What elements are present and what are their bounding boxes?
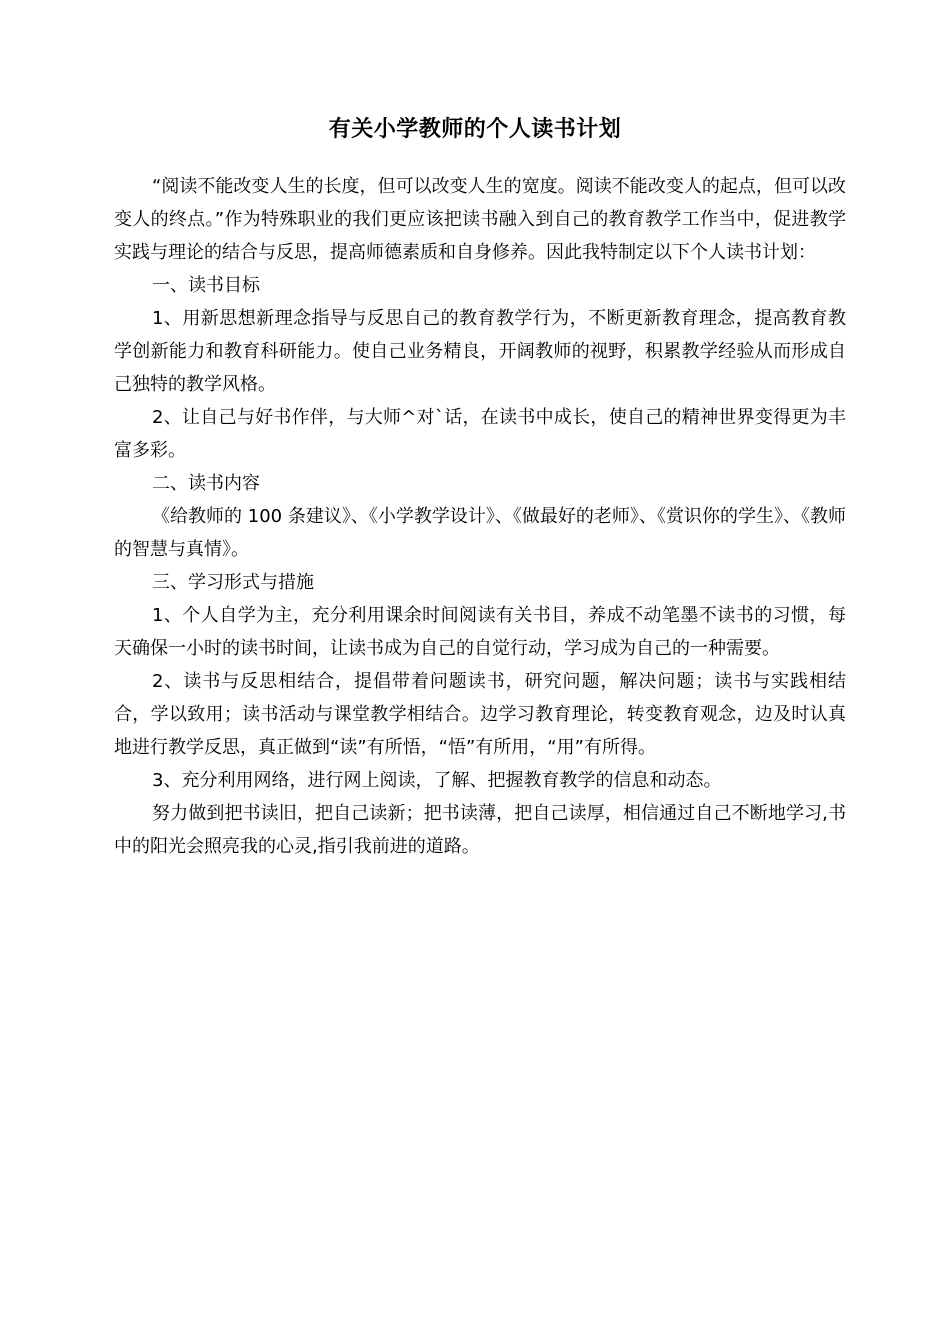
book-list-paragraph: 《给教师的 100 条建议》、《小学教学设计》、《做最好的老师》、《赏识你的学生》、《教师的智慧与真情》。	[114, 506, 846, 560]
goal-paragraph-1: 1、用新思想新理念指导与反思自己的教育教学行为，不断更新教育理念，提高教育教学创新能力和教育科研能力。使自己业务精良，开阔教师的视野，积累教学经验从而形成自己独特的教学风格。	[114, 308, 846, 395]
method-paragraph-3: 3、充分利用网络，进行网上阅读，了解、把握教育教学的信息和动态。	[152, 770, 722, 791]
section-heading-methods: 三、学习形式与措施	[152, 572, 314, 593]
section-heading-goals: 一、读书目标	[152, 275, 260, 296]
document-title: 有关小学教师的个人读书计划	[328, 117, 622, 142]
document-body	[114, 170, 846, 863]
intro-paragraph: “阅读不能改变人生的长度，但可以改变人生的宽度。阅读不能改变人的起点，但可以改变人的终点。”作为特殊职业的我们更应该把读书融入到自己的教育教学工作当中，促进教学实践与理论的结合与反思，提高师德素质和自身修养。因此我特制定以下个人读书计划：	[114, 176, 846, 263]
method-paragraph-1: 1、个人自学为主，充分利用课余时间阅读有关书目，养成不动笔墨不读书的习惯，每天确保一小时的读书时间，让读书成为自己的自觉行动，学习成为自己的一种需要。	[114, 605, 846, 659]
goal-paragraph-2: 2、让自己与好书作伴，与大师^对`话，在读书中成长，使自己的精神世界变得更为丰富多彩。	[114, 407, 846, 461]
method-paragraph-2: 2、读书与反思相结合，提倡带着问题读书，研究问题，解决问题；读书与实践相结合，学以致用；读书活动与课堂教学相结合。边学习教育理论，转变教育观念，边及时认真地进行教学反思，真正做到“读”有所悟，“悟”有所用，“用”有所得。	[114, 671, 846, 758]
section-heading-content: 二、读书内容	[152, 473, 260, 494]
closing-paragraph: 努力做到把书读旧，把自己读新；把书读薄，把自己读厚，相信通过自己不断地学习,书中的阳光会照亮我的心灵,指引我前进的道路。	[114, 803, 846, 857]
